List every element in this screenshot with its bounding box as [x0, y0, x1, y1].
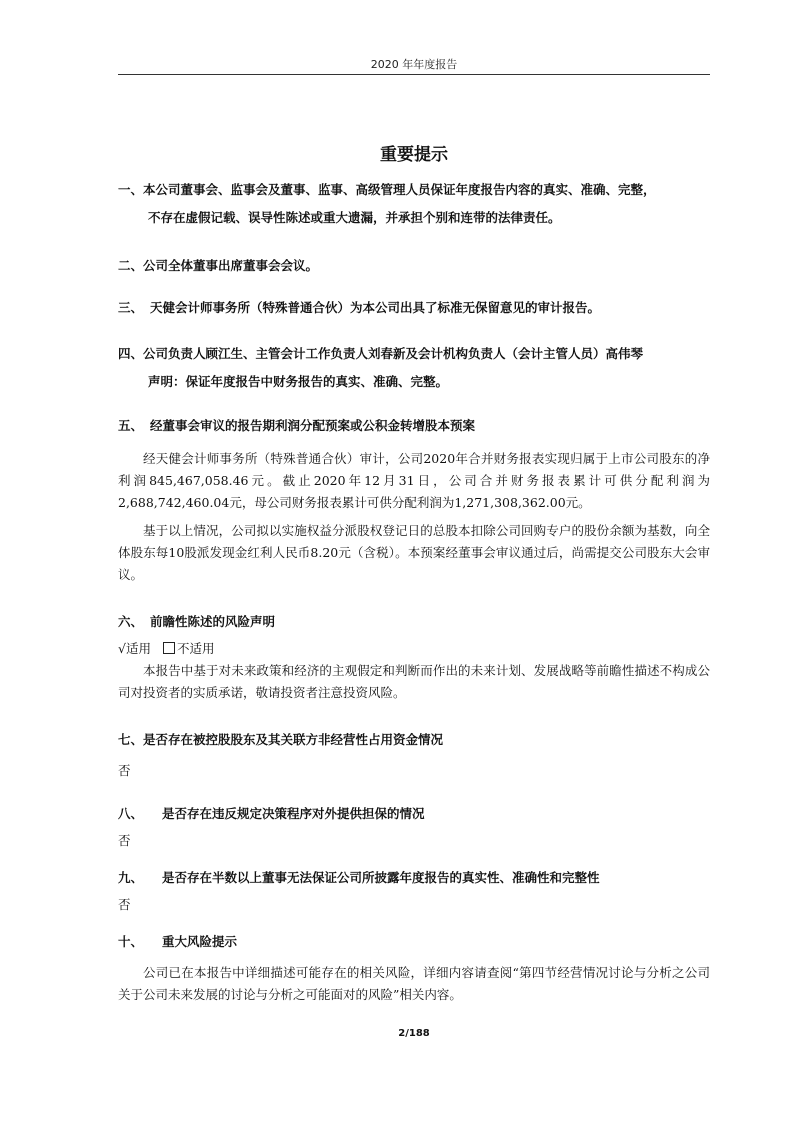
- applicable-option: √适用: [118, 641, 151, 656]
- section-8-number: 八、: [118, 806, 144, 821]
- section-9-number: 九、: [118, 870, 144, 885]
- header-divider: [118, 74, 710, 75]
- section-9-answer: 否: [118, 897, 131, 912]
- section-8-answer: 否: [118, 833, 131, 848]
- section-9: [118, 864, 710, 892]
- section-9-text: 是否存在半数以上董事无法保证公司所披露年度报告的真实性、准确性和完整性: [162, 870, 600, 885]
- section-7: [118, 726, 710, 754]
- section-6: [118, 608, 710, 636]
- section-5-text: 经董事会审议的报告期利润分配预案或公积金转增股本预案: [150, 418, 476, 433]
- section-7-answer: 否: [118, 763, 131, 778]
- section-5-paragraph-2: 基于以上情况，公司拟以实施权益分派股权登记日的总股本扣除公司回购专户的股份余额为基数，向全体股东每10股派发现金红利人民币8.20元（含税）。本预案经董事会审议通过后，尚需提交公司股东大会审议。: [118, 523, 710, 582]
- page-title: 重要提示: [380, 145, 448, 165]
- section-8-text: 是否存在违反规定决策程序对外提供担保的情况: [162, 806, 425, 821]
- checkbox-empty-icon: [163, 642, 175, 654]
- running-header: 2020 年年度报告: [370, 58, 458, 71]
- section-3: [118, 294, 710, 322]
- section-7-text: 是否存在被控股股东及其关联方非经营性占用资金情况: [143, 732, 444, 747]
- section-4: [118, 340, 710, 396]
- section-1-line2: 不存在虚假记载、误导性陈述或重大遗漏，并承担个别和连带的法律责任。: [148, 210, 561, 225]
- section-5-number: 五、: [118, 418, 144, 433]
- section-2-number: 二、: [118, 258, 144, 273]
- not-applicable-label: 不适用: [176, 641, 215, 656]
- section-2-text: 公司全体董事出席董事会会议。: [143, 258, 319, 273]
- section-3-number: 三、: [118, 300, 144, 315]
- section-1-number: 一、: [118, 182, 144, 197]
- section-6-number: 六、: [118, 614, 144, 629]
- section-1-line1: 本公司董事会、监事会及董事、监事、高级管理人员保证年度报告内容的真实、准确、完整，: [143, 182, 656, 197]
- section-10: [118, 928, 710, 956]
- section-5-paragraph-1: 经天健会计师事务所（特殊普通合伙）审计，公司2020年合并财务报表实现归属于上市公司股东的净利润845,467,058.46元。截止2020年12月31日，公司合并财务报表累计可供分配利润为2,688,742,460.04元，母公司财务报表累计可供分配利润为1,271,308,362.00元。: [118, 451, 710, 510]
- section-10-paragraph: 公司已在本报告中详细描述可能存在的相关风险，详细内容请查阅“第四节经营情况讨论与分析之公司关于公司未来发展的讨论与分析之可能面对的风险”相关内容。: [118, 965, 710, 1002]
- section-2: [118, 252, 710, 280]
- section-5: [118, 412, 710, 440]
- not-applicable-option: [163, 641, 215, 656]
- section-10-text: 重大风险提示: [162, 934, 238, 949]
- section-4-number: 四、: [118, 346, 144, 361]
- section-8: [118, 800, 710, 828]
- section-6-paragraph: 本报告中基于对未来政策和经济的主观假定和判断而作出的未来计划、发展战略等前瞻性描述不构成公司对投资者的实质承诺，敬请投资者注意投资风险。: [118, 663, 710, 700]
- section-6-text: 前瞻性陈述的风险声明: [150, 614, 276, 629]
- section-1: [118, 176, 710, 232]
- section-4-line2: 声明：保证年度报告中财务报告的真实、准确、完整。: [148, 374, 449, 389]
- section-3-text: 天健会计师事务所（特殊普通合伙）为本公司出具了标准无保留意见的审计报告。: [150, 300, 601, 315]
- section-4-line1: 公司负责人顾江生、主管会计工作负责人刘春新及会计机构负责人（会计主管人员）高伟琴: [143, 346, 644, 361]
- page-number: 2/188: [398, 1028, 430, 1039]
- applicability-checkboxes: [118, 638, 710, 660]
- section-10-number: 十、: [118, 934, 144, 949]
- section-7-number: 七、: [118, 732, 144, 747]
